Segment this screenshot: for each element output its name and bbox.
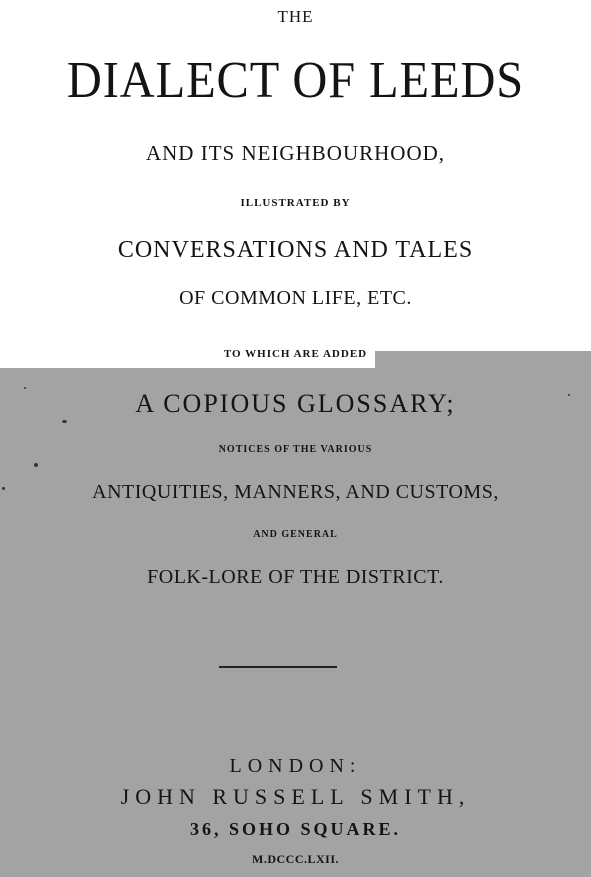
common-life-text: OF COMMON LIFE, ETC. xyxy=(179,287,412,309)
antiquities-heading: ANTIQUITIES, MANNERS, AND CUSTOMS, xyxy=(92,481,499,503)
scan-speck xyxy=(24,387,26,389)
scan-speck xyxy=(568,394,570,396)
imprint-publisher: JOHN RUSSELL SMITH, xyxy=(120,784,471,809)
imprint-place: LONDON: xyxy=(229,755,362,777)
imprint-address: 36, SOHO SQUARE. xyxy=(189,819,402,839)
conversations-heading: CONVERSATIONS AND TALES xyxy=(117,237,474,263)
glossary-heading: A COPIOUS GLOSSARY; xyxy=(135,389,456,418)
notices-text: NOTICES OF THE VARIOUS xyxy=(218,444,373,455)
scan-speck xyxy=(2,487,5,490)
book-title: DIALECT OF LEEDS xyxy=(66,52,525,109)
imprint-date: M.DCCC.LXII. xyxy=(252,852,339,866)
illustrated-by-text: ILLUSTRATED BY xyxy=(240,197,351,209)
scan-speck xyxy=(62,420,67,423)
to-which-added-text: TO WHICH ARE ADDED xyxy=(223,348,368,360)
title-article: THE xyxy=(277,7,314,26)
scan-speck xyxy=(34,463,38,467)
and-general-text: AND GENERAL xyxy=(253,529,338,540)
book-subtitle: AND ITS NEIGHBOURHOOD, xyxy=(145,141,446,165)
divider-rule xyxy=(219,666,337,668)
folk-lore-heading: FOLK-LORE OF THE DISTRICT. xyxy=(147,566,444,588)
